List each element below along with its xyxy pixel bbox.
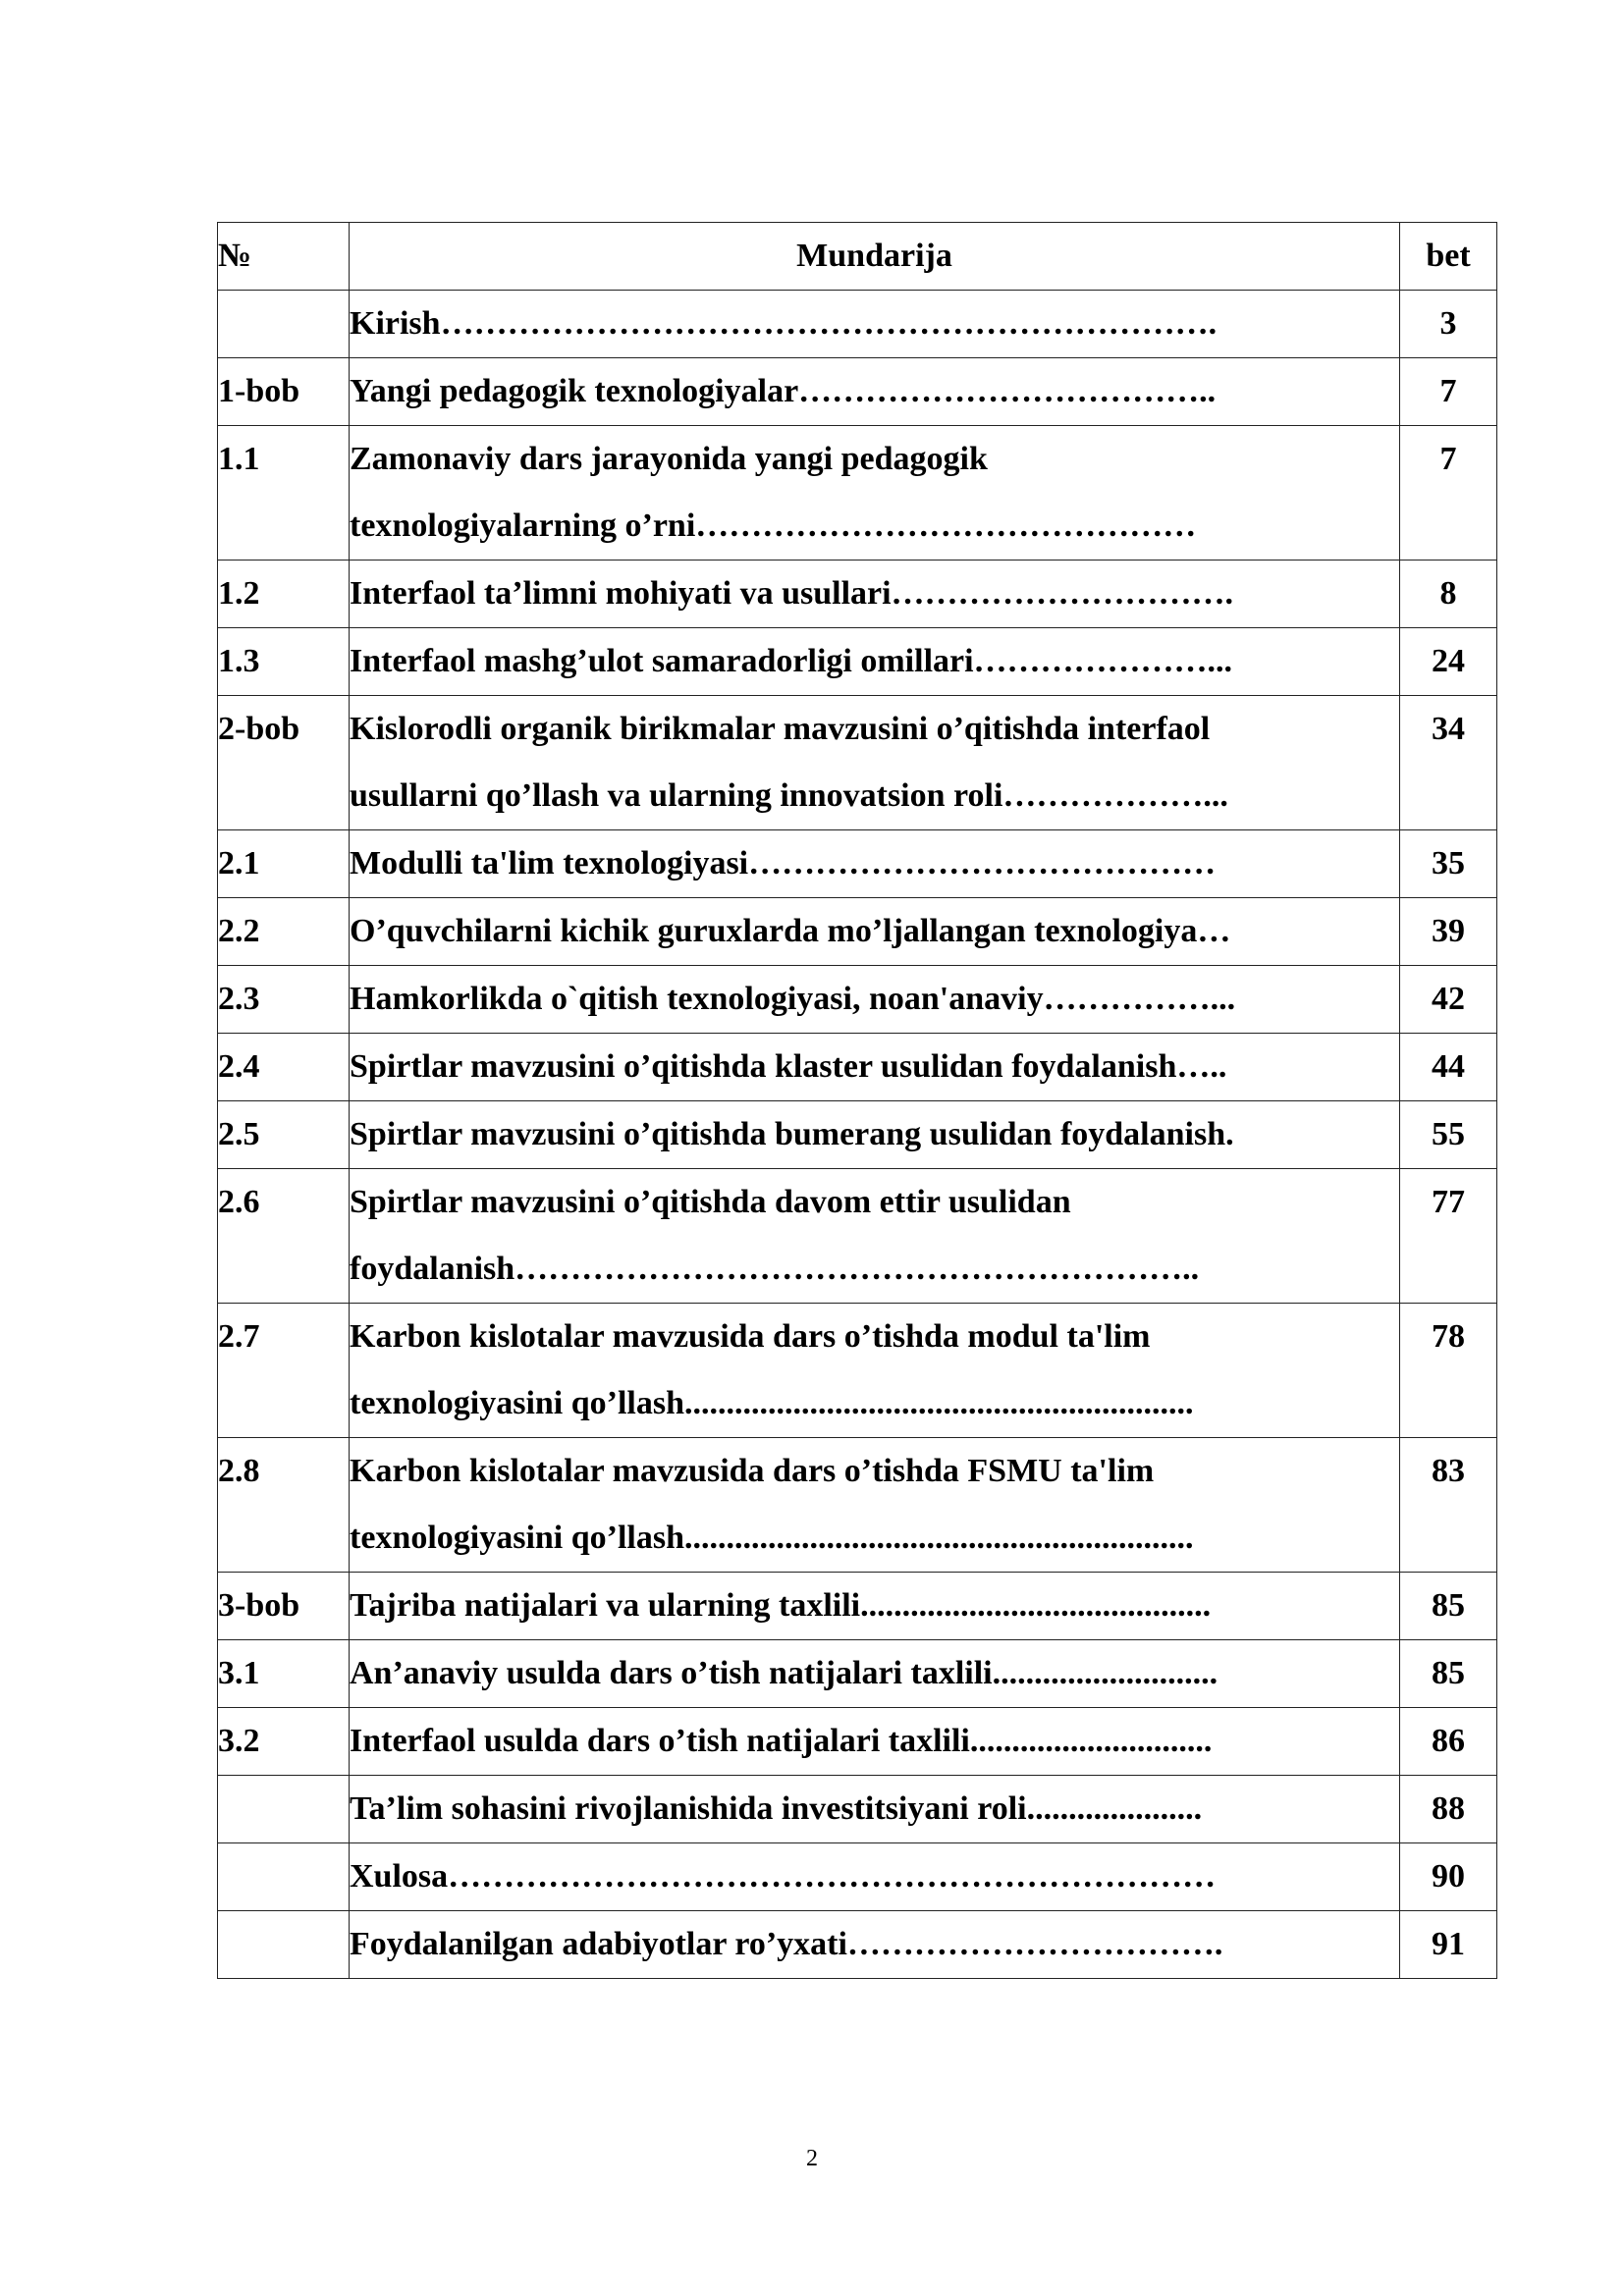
section-number: 2.2 <box>218 898 350 966</box>
section-title-line: texnologiyalarning o’rni……………………………………… <box>350 507 1197 544</box>
toc-row <box>218 1304 1497 1438</box>
section-title-line: Kislorodli organik birikmalar mavzusini o’qitishda interfaol <box>350 711 1211 747</box>
section-title-line: Xulosa…………………………………………………………… <box>350 1858 1217 1895</box>
toc-row <box>218 1776 1497 1843</box>
section-title <box>350 1304 1400 1438</box>
section-title <box>350 1776 1400 1843</box>
section-title <box>350 1438 1400 1573</box>
toc-row <box>218 696 1497 830</box>
section-title <box>350 1169 1400 1304</box>
section-number <box>218 291 350 358</box>
section-title-line: O’quvchilarni kichik guruxlarda mo’ljallangan texnologiya… <box>350 913 1231 949</box>
section-title-line: Spirtlar mavzusini o’qitishda davom ettir usulidan <box>350 1184 1071 1220</box>
section-page-number: 39 <box>1400 898 1497 966</box>
section-title <box>350 628 1400 696</box>
section-title-line: Interfaol ta’limni mohiyati va usullari…………………………. <box>350 575 1234 612</box>
table-of-contents <box>217 222 1497 1979</box>
contents-title: Mundarija <box>350 223 1400 291</box>
section-title <box>350 1101 1400 1169</box>
section-page-number: 77 <box>1400 1169 1497 1304</box>
toc-row <box>218 1843 1497 1911</box>
section-page-number: 86 <box>1400 1708 1497 1776</box>
section-page-number: 3 <box>1400 291 1497 358</box>
section-title-line: Zamonaviy dars jarayonida yangi pedagogik <box>350 441 988 477</box>
section-number: 2.1 <box>218 830 350 898</box>
section-page-number: 7 <box>1400 426 1497 561</box>
section-title-line: Karbon kislotalar mavzusida dars o’tishda FSMU ta'lim <box>350 1453 1155 1489</box>
number-column-header: № <box>218 223 350 291</box>
toc-row <box>218 1034 1497 1101</box>
section-number: 1.1 <box>218 426 350 561</box>
section-title <box>350 898 1400 966</box>
section-number: 1.2 <box>218 561 350 628</box>
section-title <box>350 1843 1400 1911</box>
section-number: 2.4 <box>218 1034 350 1101</box>
toc-row <box>218 1640 1497 1708</box>
section-title <box>350 696 1400 830</box>
section-page-number: 7 <box>1400 358 1497 426</box>
section-title-line: Interfaol usulda dars o’tish natijalari taxlili............................. <box>350 1723 1213 1759</box>
section-number <box>218 1911 350 1979</box>
section-number: 2.8 <box>218 1438 350 1573</box>
section-title <box>350 1640 1400 1708</box>
section-number: 2.3 <box>218 966 350 1034</box>
section-page-number: 34 <box>1400 696 1497 830</box>
page-column-header: bet <box>1400 223 1497 291</box>
toc-row <box>218 1169 1497 1304</box>
section-number <box>218 1776 350 1843</box>
section-title-line: Spirtlar mavzusini o’qitishda klaster usulidan foydalanish….. <box>350 1048 1227 1085</box>
section-page-number: 91 <box>1400 1911 1497 1979</box>
toc-row <box>218 830 1497 898</box>
section-title <box>350 426 1400 561</box>
section-number: 1-bob <box>218 358 350 426</box>
section-title <box>350 1911 1400 1979</box>
section-title <box>350 830 1400 898</box>
section-number: 1.3 <box>218 628 350 696</box>
section-page-number: 90 <box>1400 1843 1497 1911</box>
section-title-line: Kirish……………………………………………………………. <box>350 305 1218 342</box>
section-title-line: usullarni qo’llash va ularning innovatsion roli………………... <box>350 777 1228 814</box>
section-page-number: 78 <box>1400 1304 1497 1438</box>
section-title-line: Spirtlar mavzusini o’qitishda bumerang usulidan foydalanish. <box>350 1116 1234 1152</box>
section-number: 3.2 <box>218 1708 350 1776</box>
section-title <box>350 358 1400 426</box>
section-number: 3-bob <box>218 1573 350 1640</box>
toc-row <box>218 358 1497 426</box>
section-title-line: Modulli ta'lim texnologiyasi…………………………………… <box>350 845 1217 881</box>
section-title <box>350 291 1400 358</box>
toc-row <box>218 628 1497 696</box>
section-title <box>350 1573 1400 1640</box>
section-page-number: 44 <box>1400 1034 1497 1101</box>
section-page-number: 8 <box>1400 561 1497 628</box>
section-title-line: Yangi pedagogik texnologiyalar……………………………….. <box>350 373 1217 409</box>
section-page-number: 55 <box>1400 1101 1497 1169</box>
section-page-number: 35 <box>1400 830 1497 898</box>
section-title-line: Hamkorlikda o`qitish texnologiyasi, noan'anaviy……………... <box>350 981 1236 1017</box>
section-page-number: 42 <box>1400 966 1497 1034</box>
section-title-line: Ta’lim sohasini rivojlanishida investitsiyani roli..................... <box>350 1790 1203 1827</box>
toc-row <box>218 1573 1497 1640</box>
section-title <box>350 966 1400 1034</box>
toc-row <box>218 1911 1497 1979</box>
toc-row <box>218 898 1497 966</box>
section-number: 2.5 <box>218 1101 350 1169</box>
toc-row <box>218 291 1497 358</box>
toc-row <box>218 966 1497 1034</box>
toc-row <box>218 1708 1497 1776</box>
section-title-line: foydalanish…………………………………………………….. <box>350 1251 1200 1287</box>
section-number: 2.6 <box>218 1169 350 1304</box>
section-title <box>350 1708 1400 1776</box>
section-title-line: Tajriba natijalari va ularning taxlili.......................................... <box>350 1587 1212 1624</box>
toc-row <box>218 1438 1497 1573</box>
section-page-number: 85 <box>1400 1573 1497 1640</box>
section-title-line: Foydalanilgan adabiyotlar ro’yxati……………………………. <box>350 1926 1223 1962</box>
toc-row <box>218 561 1497 628</box>
section-title <box>350 561 1400 628</box>
section-title-line: texnologiyasini qo’llash............................................................. <box>350 1520 1194 1556</box>
section-page-number: 24 <box>1400 628 1497 696</box>
section-title-line: texnologiyasini qo’llash............................................................. <box>350 1385 1194 1421</box>
section-title-line: Karbon kislotalar mavzusida dars o’tishda modul ta'lim <box>350 1318 1151 1355</box>
section-number: 3.1 <box>218 1640 350 1708</box>
section-number: 2-bob <box>218 696 350 830</box>
section-number <box>218 1843 350 1911</box>
section-title-line: An’anaviy usulda dars o’tish natijalari taxlili........................... <box>350 1655 1218 1691</box>
section-page-number: 85 <box>1400 1640 1497 1708</box>
section-title <box>350 1034 1400 1101</box>
section-page-number: 83 <box>1400 1438 1497 1573</box>
section-number: 2.7 <box>218 1304 350 1438</box>
toc-row <box>218 1101 1497 1169</box>
toc-row <box>218 426 1497 561</box>
page-number: 2 <box>806 2146 818 2171</box>
toc-header-row <box>218 223 1497 291</box>
section-title-line: Interfaol mashg’ulot samaradorligi omillari…………………... <box>350 643 1233 679</box>
section-page-number: 88 <box>1400 1776 1497 1843</box>
